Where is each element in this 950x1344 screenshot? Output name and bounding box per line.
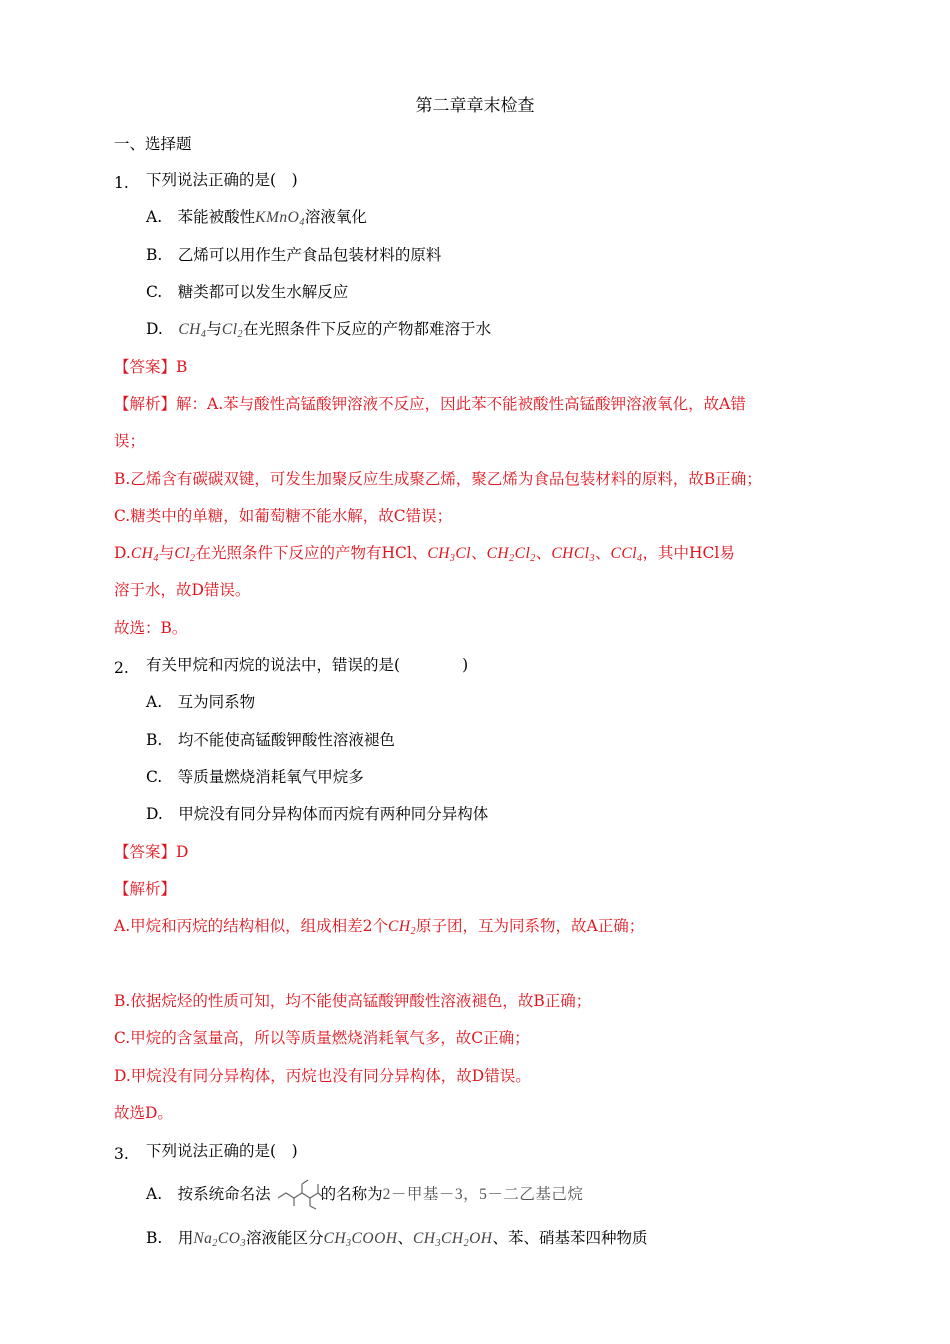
question-stem xyxy=(146,655,468,675)
option-b: B. 均不能使高锰酸钾酸性溶液褪色 xyxy=(146,731,395,749)
stem-text: 有关甲烷和丙烷的说法中，错误的是 xyxy=(146,656,395,674)
answer-blank: ( ) xyxy=(270,171,298,189)
formula: $CH_3COOH$ xyxy=(323,1230,398,1249)
skeletal-structure-image xyxy=(276,1178,326,1210)
page-title: 第二章章末检查 xyxy=(415,96,535,116)
conclusion-line: 故选D。 xyxy=(114,1104,173,1122)
formula: CCl$_4$ xyxy=(610,545,643,564)
explanation-text: 原子团，互为同系物，故A正确； xyxy=(416,917,645,935)
separator: 、 xyxy=(535,544,552,562)
explanation-line xyxy=(114,916,644,937)
option-text: 与 xyxy=(206,320,222,338)
explanation-line xyxy=(114,543,735,564)
explanation-label: 【解析】 xyxy=(114,880,177,898)
option-text: 、苯、硝基苯四种物质 xyxy=(492,1229,648,1247)
formula: CHCl$_3$ xyxy=(551,545,595,564)
formula: $CH_2Cl_2$ xyxy=(486,545,536,564)
answer-line: 【答案】B xyxy=(114,358,188,376)
stem-text: 下列说法正确的是 xyxy=(146,171,271,189)
option-text: 在光照条件下反应的产物都难溶于水 xyxy=(243,320,492,338)
formula: KMnO$_4$ xyxy=(255,209,305,228)
answer-blank: ( ) xyxy=(270,1142,298,1160)
question-stem xyxy=(146,1141,298,1161)
option-text: D. xyxy=(146,320,179,338)
explanation-text: 与 xyxy=(158,544,175,562)
option-a xyxy=(146,1184,583,1205)
explanation-line: B.乙烯含有碳碳双键，可发生加聚反应生成聚乙烯，聚乙烯为食品包装材料的原料，故B正确； xyxy=(114,470,762,488)
formula: $Cl_2$ xyxy=(221,321,244,340)
explanation-text: ，其中HCl易 xyxy=(642,544,735,562)
formula: $CH_3Cl$ xyxy=(427,545,472,564)
explanation-line: C.甲烷的含氢量高，所以等质量燃烧消耗氧气多，故C正确； xyxy=(114,1029,530,1047)
question-stem xyxy=(146,170,298,190)
question-number: 1. xyxy=(114,174,129,192)
option-a xyxy=(146,207,367,228)
formula: $CH_2$ xyxy=(387,918,417,937)
option-c: C. 等质量燃烧消耗氧气甲烷多 xyxy=(146,768,364,786)
stem-text: 下列说法正确的是 xyxy=(146,1142,271,1160)
section-heading: 一、选择题 xyxy=(114,135,192,153)
explanation-line: C.糖类中的单糖，如葡萄糖不能水解，故C错误； xyxy=(114,507,453,525)
option-text: 的名称为 xyxy=(320,1185,383,1203)
option-text: 溶液氧化 xyxy=(304,208,367,226)
separator: 、 xyxy=(471,544,487,562)
formula: $Na_2CO_3$ xyxy=(193,1230,246,1249)
explanation-line: 溶于水，故D错误。 xyxy=(114,581,251,599)
question-number: 3. xyxy=(114,1145,129,1163)
option-c: C. 糖类都可以发生水解反应 xyxy=(146,283,349,301)
formula: $Cl_2$ xyxy=(174,545,196,564)
option-d xyxy=(146,319,491,340)
option-b xyxy=(146,1228,647,1249)
option-a: A. 互为同系物 xyxy=(146,693,256,711)
separator: 、 xyxy=(397,1229,413,1247)
explanation-line: 误； xyxy=(114,432,146,450)
option-text: 溶液能区分 xyxy=(245,1229,324,1247)
formula: $CH_3CH_2OH$ xyxy=(412,1230,493,1249)
explanation-text: A.甲烷和丙烷的结构相似，组成相差2个 xyxy=(114,917,388,935)
formula: $CH_4$ xyxy=(178,321,207,340)
explanation-line: B.依据烷烃的性质可知，均不能使高锰酸钾酸性溶液褪色，故B正确； xyxy=(114,992,592,1010)
option-text: B. 用 xyxy=(146,1229,194,1247)
formula: $CH_4$ xyxy=(130,545,159,564)
question-number: 2. xyxy=(114,659,129,677)
explanation-text: D. xyxy=(114,544,131,562)
explanation-text: 在光照条件下反应的产物有HCl、 xyxy=(195,544,428,562)
conclusion-line: 故选：B。 xyxy=(114,619,188,637)
answer-blank: ( ) xyxy=(394,656,469,674)
option-text: A. 苯能被酸性 xyxy=(146,208,256,226)
explanation-line xyxy=(114,394,746,414)
explanation-text: 解：A.苯与酸性高锰酸钾溶液不反应，因此苯不能被酸性高锰酸钾溶液氧化，故A错 xyxy=(176,395,746,413)
explanation-line: D.甲烷没有同分异构体，丙烷也没有同分异构体，故D错误。 xyxy=(114,1067,531,1085)
answer-line: 【答案】D xyxy=(114,843,189,861)
compound-name: 2－甲基－3，5－二乙基己烷 xyxy=(382,1186,584,1203)
explanation-label: 【解析】 xyxy=(114,395,177,413)
separator: 、 xyxy=(595,544,611,562)
option-text: A. 按系统命名法 xyxy=(146,1185,271,1203)
option-b: B. 乙烯可以用作生产食品包装材料的原料 xyxy=(146,246,442,264)
option-d: D. 甲烷没有同分异构体而丙烷有两种同分异构体 xyxy=(146,805,489,823)
